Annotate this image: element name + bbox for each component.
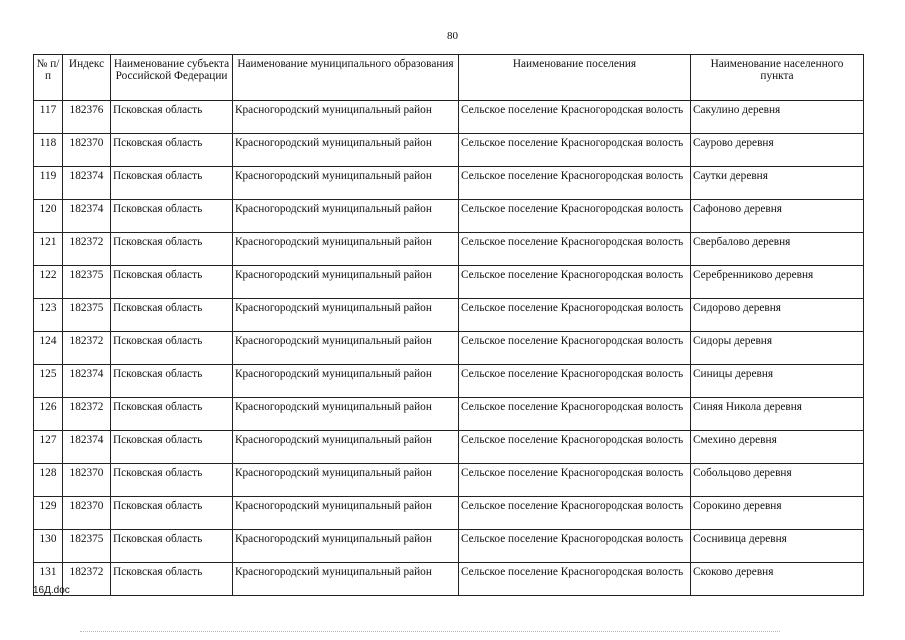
table-row	[34, 233, 864, 266]
header-municipality: Наименование муниципального образования	[233, 55, 459, 101]
table-row	[34, 530, 864, 563]
cell-index: 182375	[63, 266, 111, 299]
cell-subject: Псковская область	[111, 365, 233, 398]
cell-index: 182374	[63, 167, 111, 200]
cell-municipality: Красногородский муниципальный район	[233, 563, 459, 596]
table-row	[34, 101, 864, 134]
cell-municipality: Красногородский муниципальный район	[233, 167, 459, 200]
cell-subject: Псковская область	[111, 398, 233, 431]
cell-subject: Псковская область	[111, 299, 233, 332]
cell-number: 120	[34, 200, 63, 233]
table-row	[34, 266, 864, 299]
cell-locality: Сидоры деревня	[691, 332, 864, 365]
cell-municipality: Красногородский муниципальный район	[233, 332, 459, 365]
cell-locality: Сидорово деревня	[691, 299, 864, 332]
cell-number: 122	[34, 266, 63, 299]
cell-subject: Псковская область	[111, 332, 233, 365]
cell-number: 128	[34, 464, 63, 497]
cell-index: 182374	[63, 200, 111, 233]
cell-municipality: Красногородский муниципальный район	[233, 233, 459, 266]
cell-settlement: Сельское поселение Красногородская волость	[459, 266, 691, 299]
cell-municipality: Красногородский муниципальный район	[233, 365, 459, 398]
cell-locality: Сорокино деревня	[691, 497, 864, 530]
scan-artifact-line	[80, 631, 780, 632]
table-body	[34, 101, 864, 596]
cell-locality: Смехино деревня	[691, 431, 864, 464]
cell-settlement: Сельское поселение Красногородская волость	[459, 563, 691, 596]
cell-municipality: Красногородский муниципальный район	[233, 299, 459, 332]
cell-locality: Саурово деревня	[691, 134, 864, 167]
cell-subject: Псковская область	[111, 530, 233, 563]
cell-municipality: Красногородский муниципальный район	[233, 101, 459, 134]
cell-number: 131	[34, 563, 63, 596]
cell-subject: Псковская область	[111, 200, 233, 233]
cell-number: 129	[34, 497, 63, 530]
cell-number: 119	[34, 167, 63, 200]
header-subject: Наименование субъекта Российской Федерации	[111, 55, 233, 101]
cell-locality: Саутки деревня	[691, 167, 864, 200]
cell-number: 118	[34, 134, 63, 167]
table-row	[34, 200, 864, 233]
cell-settlement: Сельское поселение Красногородская волость	[459, 332, 691, 365]
cell-locality: Серебренниково деревня	[691, 266, 864, 299]
table-header-row	[34, 55, 864, 101]
cell-subject: Псковская область	[111, 134, 233, 167]
cell-subject: Псковская область	[111, 464, 233, 497]
cell-locality: Скоково деревня	[691, 563, 864, 596]
header-number: № п/п	[34, 55, 63, 101]
cell-settlement: Сельское поселение Красногородская волость	[459, 233, 691, 266]
cell-settlement: Сельское поселение Красногородская волость	[459, 497, 691, 530]
table-row	[34, 431, 864, 464]
cell-number: 126	[34, 398, 63, 431]
cell-subject: Псковская область	[111, 497, 233, 530]
cell-subject: Псковская область	[111, 101, 233, 134]
table-row	[34, 398, 864, 431]
cell-locality: Сафоново деревня	[691, 200, 864, 233]
table-row	[34, 497, 864, 530]
table-row	[34, 365, 864, 398]
cell-number: 124	[34, 332, 63, 365]
page-number: 80	[447, 30, 458, 42]
cell-locality: Синяя Никола деревня	[691, 398, 864, 431]
table-row	[34, 167, 864, 200]
cell-number: 123	[34, 299, 63, 332]
cell-number: 130	[34, 530, 63, 563]
header-index: Индекс	[63, 55, 111, 101]
cell-subject: Псковская область	[111, 167, 233, 200]
cell-settlement: Сельское поселение Красногородская волость	[459, 200, 691, 233]
table-row	[34, 464, 864, 497]
table-row	[34, 299, 864, 332]
cell-index: 182376	[63, 101, 111, 134]
cell-index: 182374	[63, 365, 111, 398]
cell-municipality: Красногородский муниципальный район	[233, 497, 459, 530]
cell-municipality: Красногородский муниципальный район	[233, 266, 459, 299]
cell-number: 117	[34, 101, 63, 134]
cell-locality: Соснивица деревня	[691, 530, 864, 563]
table-row	[34, 134, 864, 167]
cell-settlement: Сельское поселение Красногородская волость	[459, 530, 691, 563]
cell-settlement: Сельское поселение Красногородская волость	[459, 398, 691, 431]
cell-settlement: Сельское поселение Красногородская волость	[459, 431, 691, 464]
cell-subject: Псковская область	[111, 431, 233, 464]
cell-index: 182372	[63, 398, 111, 431]
cell-index: 182372	[63, 563, 111, 596]
cell-index: 182375	[63, 530, 111, 563]
cell-municipality: Красногородский муниципальный район	[233, 398, 459, 431]
cell-index: 182370	[63, 134, 111, 167]
table-row	[34, 332, 864, 365]
cell-settlement: Сельское поселение Красногородская волость	[459, 299, 691, 332]
cell-index: 182370	[63, 497, 111, 530]
cell-index: 182375	[63, 299, 111, 332]
cell-number: 121	[34, 233, 63, 266]
cell-locality: Сакулино деревня	[691, 101, 864, 134]
cell-municipality: Красногородский муниципальный район	[233, 134, 459, 167]
table-row	[34, 563, 864, 596]
cell-index: 182370	[63, 464, 111, 497]
cell-municipality: Красногородский муниципальный район	[233, 200, 459, 233]
cell-subject: Псковская область	[111, 563, 233, 596]
cell-subject: Псковская область	[111, 266, 233, 299]
settlements-table	[33, 54, 864, 596]
cell-locality: Собольцово деревня	[691, 464, 864, 497]
cell-settlement: Сельское поселение Красногородская волость	[459, 464, 691, 497]
cell-municipality: Красногородский муниципальный район	[233, 464, 459, 497]
cell-index: 182372	[63, 233, 111, 266]
header-settlement: Наименование поселения	[459, 55, 691, 101]
cell-locality: Свербалово деревня	[691, 233, 864, 266]
cell-subject: Псковская область	[111, 233, 233, 266]
cell-number: 125	[34, 365, 63, 398]
cell-number: 127	[34, 431, 63, 464]
cell-settlement: Сельское поселение Красногородская волость	[459, 101, 691, 134]
header-locality: Наименование населенного пункта	[691, 55, 864, 101]
cell-settlement: Сельское поселение Красногородская волость	[459, 365, 691, 398]
cell-index: 182372	[63, 332, 111, 365]
cell-municipality: Красногородский муниципальный район	[233, 431, 459, 464]
cell-settlement: Сельское поселение Красногородская волость	[459, 134, 691, 167]
cell-settlement: Сельское поселение Красногородская волость	[459, 167, 691, 200]
cell-index: 182374	[63, 431, 111, 464]
footer-filename: 16Д.doc	[33, 585, 70, 596]
cell-locality: Синицы деревня	[691, 365, 864, 398]
cell-municipality: Красногородский муниципальный район	[233, 530, 459, 563]
